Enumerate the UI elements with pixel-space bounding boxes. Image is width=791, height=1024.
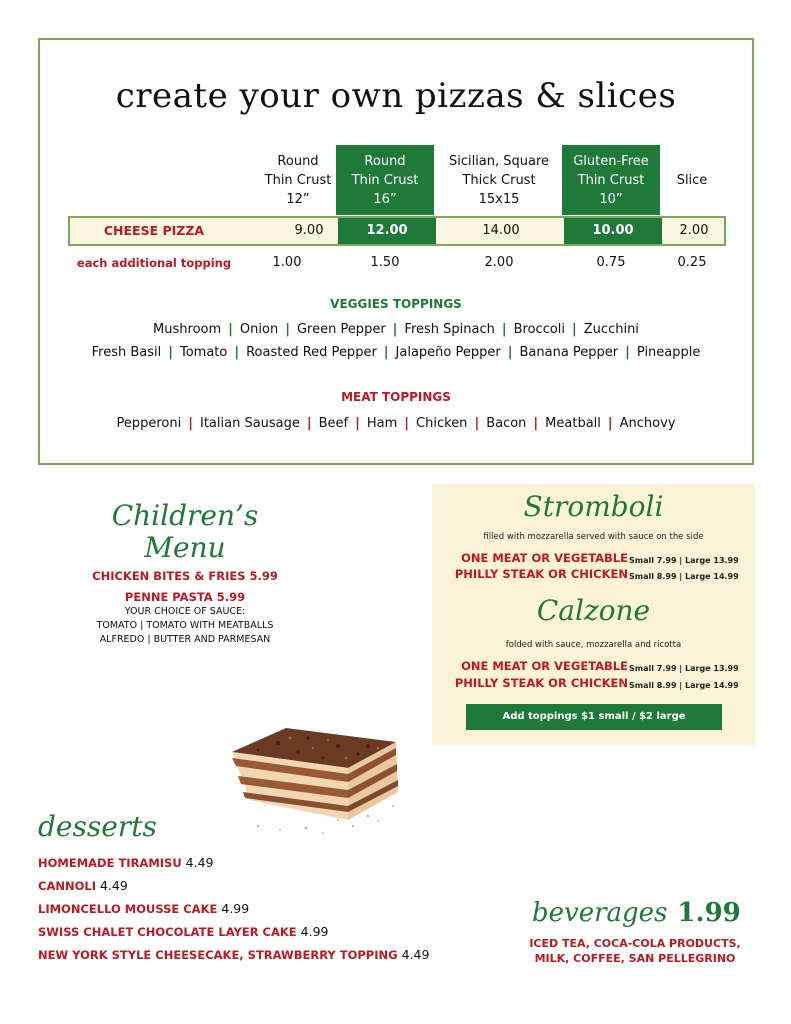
separator: | [501,322,507,337]
dessert-item [38,855,214,870]
veggies-list-line2 [40,345,752,360]
veggies-list-line1 [40,322,752,337]
cheese-price-sicilian: 14.00 [482,223,520,238]
separator: | [228,322,233,337]
col-header-gluten-free [562,145,660,215]
col-header-line: 15x15 [478,191,520,207]
topping-item: Pepperoni [116,416,182,431]
topping-price-slice: 0.25 [677,255,707,270]
additional-topping-label: each additional topping [76,256,232,270]
meat-list [40,416,752,431]
col-header-line: Gluten-Free [573,153,649,169]
topping-item: Meatball [545,416,601,431]
separator: | [355,416,360,431]
col-header-line: Thin Crust [264,172,332,188]
childrens-menu-title-line2: Menu [144,531,226,564]
sauce-choice-heading: YOUR CHOICE OF SAUCE: [124,606,246,617]
topping-price-round-12: 1.00 [272,255,302,270]
pizza-section [38,38,754,465]
separator: | [168,345,173,360]
stromboli-option-name: PHILLY STEAK OR CHICKEN [454,567,628,581]
sauce-options-line1: TOMATO | TOMATO WITH MEATBALLS [96,620,274,631]
dessert-name: SWISS CHALET CHOCOLATE LAYER CAKE [38,925,297,939]
separator: | [383,345,389,360]
topping-price-round-16: 1.50 [370,255,400,270]
desserts-title: desserts [38,810,157,843]
col-header-line: Thick Crust [462,172,536,188]
beverages-price: 1.99 [677,898,741,928]
col-header-line: Slice [676,172,708,188]
stromboli-note: filled with mozzarella served with sauce on the side [483,532,704,542]
dessert-item [38,878,128,893]
cheese-pizza-row [68,216,726,246]
separator: | [507,345,513,360]
separator: | [234,345,240,360]
col-header-line: Thin Crust [351,172,419,188]
topping-item: Pineapple [636,345,701,360]
topping-item: Fresh Spinach [404,322,495,337]
dessert-price: 4.49 [99,878,128,893]
meat-toppings-heading: MEAT TOPPINGS [341,390,451,404]
col-header-line: 10” [599,191,623,207]
dessert-price: 4.99 [221,901,250,916]
topping-item: Chicken [416,416,468,431]
col-header-round-12 [248,145,348,215]
additional-topping-row [40,250,756,274]
stromboli-option-name: ONE MEAT OR VEGETABLE [461,551,628,565]
stromboli-option-price: Small 7.99 | Large 13.99 [629,556,739,565]
separator: | [572,322,577,337]
topping-item: Roasted Red Pepper [246,345,377,360]
separator: | [285,322,290,337]
topping-item: Fresh Basil [91,345,162,360]
topping-item: Beef [318,416,349,431]
childrens-item-chicken-bites: CHICKEN BITES & FRIES 5.99 [92,569,278,583]
childrens-menu-title [100,500,270,564]
separator: | [404,416,410,431]
col-header-slice [666,145,718,215]
col-header-line: Sicilian, Square [448,153,550,169]
cheese-price-round-16: 12.00 [338,218,436,244]
col-header-line: Thin Crust [577,172,645,188]
col-header-sicilian [444,145,554,215]
cheese-price-gluten-free: 10.00 [564,218,662,244]
topping-item: Italian Sausage [199,416,300,431]
col-header-line: Round [364,153,406,169]
topping-item: Banana Pepper [519,345,619,360]
veggies-toppings-heading: VEGGIES TOPPINGS [330,297,462,311]
pizza-title: create your own pizzas & slices [115,76,677,116]
separator: | [392,322,398,337]
topping-item: Zucchini [583,322,639,337]
topping-item: Ham [366,416,398,431]
topping-price-gluten-free: 0.75 [596,255,626,270]
stromboli-title: Stromboli [523,490,664,523]
beverages-list-line2: MILK, COFFEE, SAN PELLEGRINO [534,952,736,965]
dessert-name: HOMEMADE TIRAMISU [38,856,182,870]
dessert-name: NEW YORK STYLE CHEESECAKE, STRAWBERRY TOPPING [38,948,398,962]
calzone-note: folded with sauce, mozzarella and ricotta [505,640,682,650]
calzone-option-price: Small 8.99 | Large 14.99 [629,681,739,690]
tiramisu-cake-illustration [218,688,418,838]
calzone-option-name: PHILLY STEAK OR CHICKEN [454,676,628,690]
topping-item: Mushroom [153,322,222,337]
dessert-item [38,924,329,939]
sauce-options-line2: ALFREDO | BUTTER AND PARMESAN [99,634,271,645]
separator: | [306,416,312,431]
beverages-list-line1: ICED TEA, COCA-COLA PRODUCTS, [529,937,741,950]
add-toppings-banner: Add toppings $1 small / $2 large [466,704,722,730]
col-header-line: Round [277,153,319,169]
separator: | [625,345,630,360]
col-header-line: 12” [286,191,310,207]
dessert-price: 4.99 [300,924,329,939]
separator: | [188,416,193,431]
stromboli-calzone-panel [432,484,755,745]
dessert-item [38,901,249,916]
topping-item: Anchovy [619,416,676,431]
cheese-pizza-label: CHEESE PIZZA [103,223,205,238]
topping-item: Green Pepper [296,322,386,337]
dessert-item [38,947,429,962]
cheese-price-slice: 2.00 [679,223,709,238]
separator: | [533,416,539,431]
col-header-line: 16” [373,191,397,207]
topping-item: Bacon [486,416,527,431]
topping-price-sicilian: 2.00 [484,255,514,270]
calzone-option-price: Small 7.99 | Large 13.99 [629,664,739,673]
separator: | [474,416,480,431]
topping-item: Tomato [179,345,228,360]
calzone-title: Calzone [536,594,651,627]
beverages-label: beverages [532,898,668,928]
cheese-price-round-12: 9.00 [294,223,324,238]
topping-item: Broccoli [513,322,566,337]
stromboli-option-price: Small 8.99 | Large 14.99 [629,572,739,581]
topping-item: Onion [239,322,279,337]
dessert-name: CANNOLI [38,879,96,893]
childrens-menu-title-line1: Children’s [111,499,259,532]
dessert-name: LIMONCELLO MOUSSE CAKE [38,902,218,916]
calzone-option-name: ONE MEAT OR VEGETABLE [461,659,628,673]
topping-item: Jalapeño Pepper [395,345,501,360]
col-header-round-16 [336,145,434,215]
childrens-item-penne-pasta: PENNE PASTA 5.99 [124,590,246,604]
beverages-title [532,898,741,928]
dessert-price: 4.49 [401,947,430,962]
dessert-price: 4.49 [185,855,214,870]
separator: | [607,416,613,431]
